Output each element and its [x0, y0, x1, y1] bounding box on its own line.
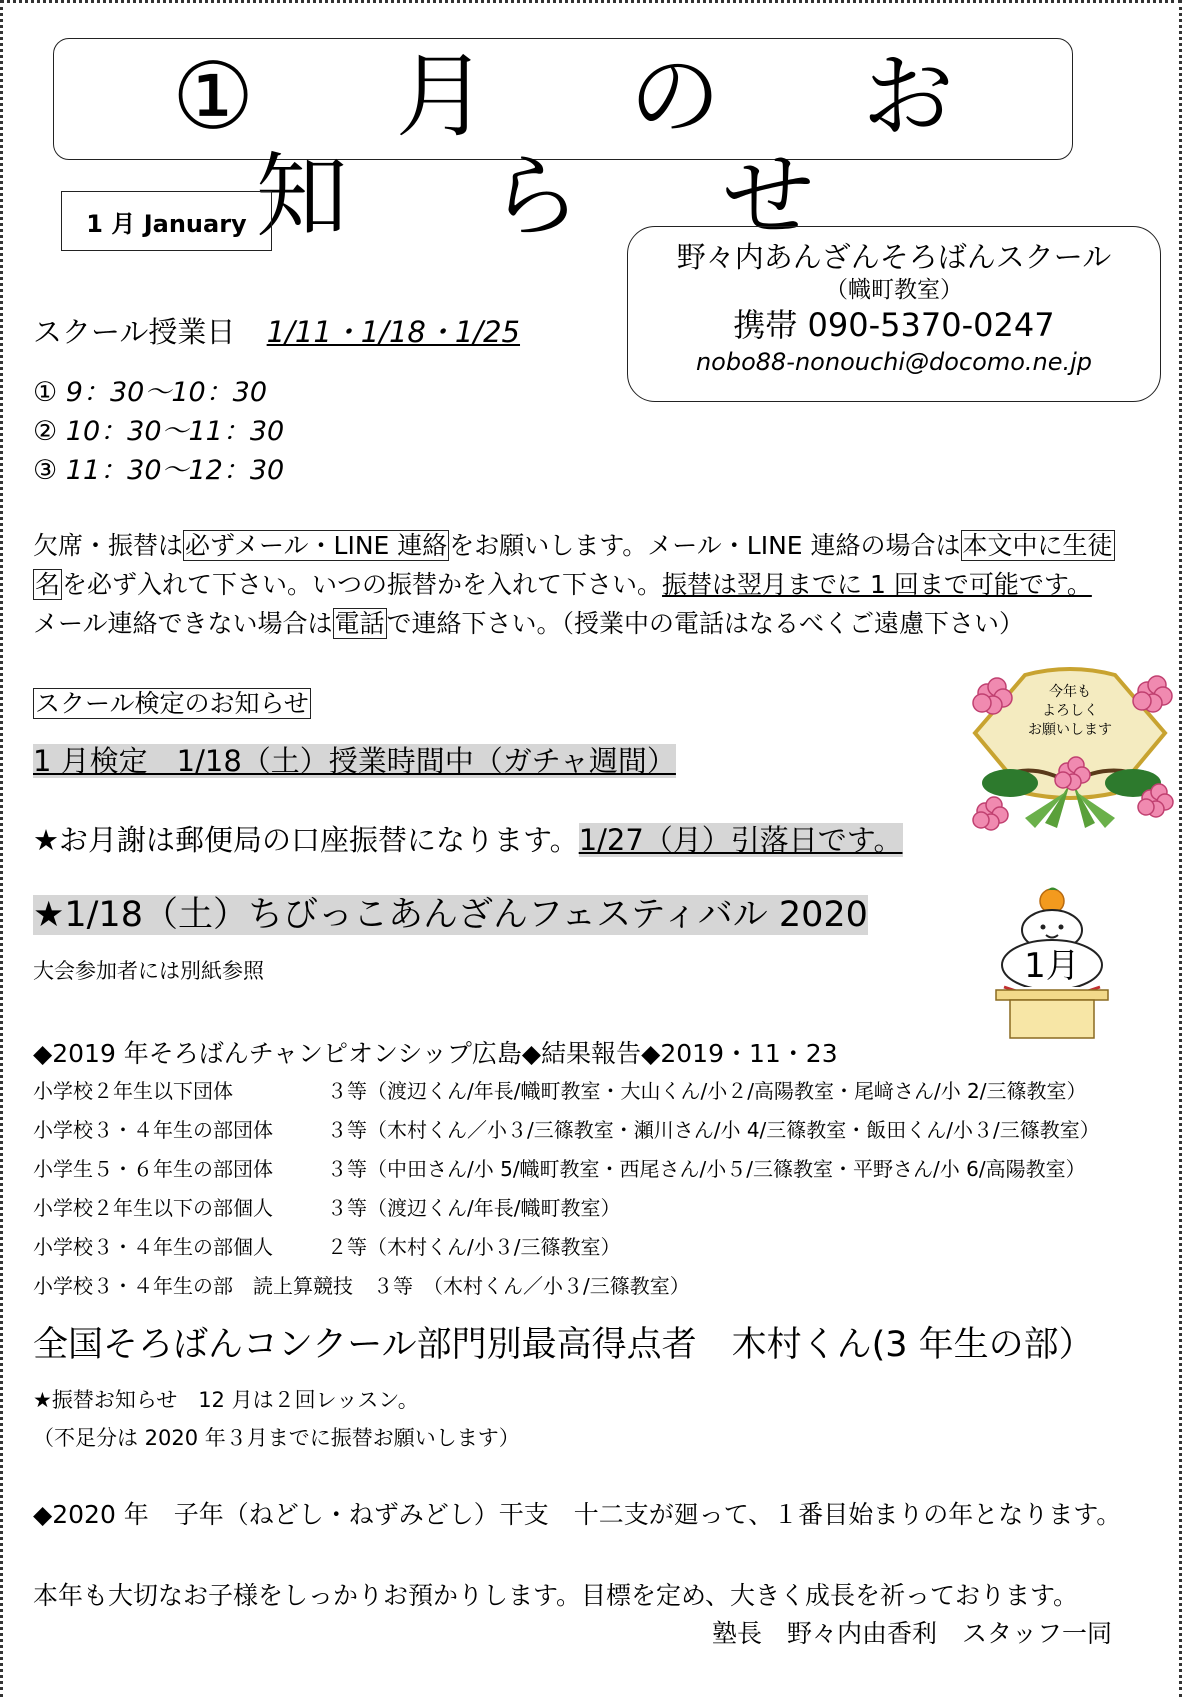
makeup-line-2: （不足分は 2020 年３月までに振替お願いします） [33, 1426, 520, 1450]
kentei-line-text: 1 月検定 1/18（土）授業時間中（ガチャ週間） [33, 744, 676, 778]
month-label: 1 月 January [61, 191, 272, 251]
email-address: nobo88-nonouchi@docomo.ne.jp [695, 348, 1093, 376]
festival-note: 大会参加者には別紙参照 [33, 959, 264, 983]
closing-line: 本年も大切なお子様をしっかりお預かりします。目標を定め、大きく成長を祈っております。 [33, 1581, 1079, 1610]
text: で連絡下さい。（授業中の電話はなるべくご遠慮下さい） [386, 609, 1025, 638]
result-value: ３等（渡辺くん/年長/幟町教室・大山くん/小２/高陽教室・尾﨑さん/小 2/三篠教室） [327, 1079, 1087, 1103]
makeup-line-1: ★振替お知らせ 12 月は２回レッスン。 [33, 1388, 419, 1412]
plum-flower-icon [1133, 676, 1172, 712]
mochi-text: 1月 [1024, 946, 1080, 986]
sanbo-stand-base [1010, 1000, 1094, 1038]
phone-number: 携帯 090-5370-0247 [733, 306, 1055, 344]
boxed-text: 電話 [334, 609, 385, 638]
result-category: 小学校２年生以下の部個人 [33, 1196, 273, 1220]
result-category: 小学校２年生以下団体 [33, 1079, 233, 1103]
underlined-text: 振替は翌月までに 1 回まで可能です。 [662, 570, 1092, 599]
class-days [33, 310, 520, 351]
result-value: ３等（木村くん／小３/三篠教室・瀬川さん/小 4/三篠教室・飯田くん/小３/三篠教室） [327, 1118, 1100, 1142]
result-row [33, 1231, 620, 1260]
fee-highlight: 1/27（月）引落日です。 [578, 823, 903, 857]
result-category: 小学校３・４年生の部個人 [33, 1235, 273, 1259]
pine-leaves-icon [982, 769, 1038, 797]
result-category: 小学校３・４年生の部団体 [33, 1118, 273, 1142]
page-title: ① 月 の お 知 ら せ [171, 43, 1011, 250]
new-year-fan-illustration [965, 663, 1180, 838]
result-row [33, 1114, 1100, 1143]
text: メール連絡できない場合は [33, 609, 333, 638]
class-days-dates: 1/11・1/18・1/25 [266, 315, 521, 349]
national-top-scorer: 全国そろばんコンクール部門別最高得点者 木村くん(3 年生の部） [33, 1325, 1094, 1365]
festival-title-text: ★1/18（土）ちびっこあんざんフェスティバル 2020 [33, 895, 868, 935]
result-row [33, 1270, 690, 1299]
class-days-label: スクール授業日 [33, 315, 236, 349]
result-value: ３等 （木村くん／小３/三篠教室） [373, 1274, 690, 1298]
signature: 塾長 野々内由香利 スタッフ一同 [711, 1619, 1112, 1648]
result-category: 小学校３・４年生の部 読上算競技 [33, 1274, 353, 1298]
school-name: 野々内あんざんそろばんスクール [676, 240, 1112, 274]
boxed-text: 名 [35, 570, 61, 599]
contact-box [627, 226, 1161, 402]
result-row [33, 1075, 1087, 1104]
sanbo-stand-top [996, 990, 1108, 1000]
fan-text: 今年も [1049, 684, 1091, 700]
time-slot: ② 10：30～11：30 [33, 416, 285, 447]
kentei-heading-text: スクール検定のお知らせ [35, 689, 309, 718]
result-row [33, 1192, 620, 1221]
fan-text: よろしく [1042, 703, 1098, 719]
kentei-heading [33, 687, 311, 721]
absence-line-2 [33, 565, 1092, 604]
fee-text: ★お月謝は郵便局の口座振替になります。 [33, 823, 579, 857]
results-heading: ◆2019 年そろばんチャンピオンシップ広島◆結果報告◆2019・11・23 [33, 1039, 838, 1068]
boxed-text: 本文中に生徒 [962, 531, 1113, 560]
absence-line-1 [33, 526, 1115, 565]
result-value: ３等（渡辺くん/年長/幟町教室） [327, 1196, 621, 1220]
kentei-line [33, 741, 676, 781]
classroom-name: （幟町教室） [825, 277, 963, 303]
time-slot: ① 9：30～10：30 [33, 377, 268, 408]
result-category: 小学生５・６年生の部団体 [33, 1157, 273, 1181]
boxed-text: 必ずメール・LINE 連絡 [185, 531, 448, 560]
fee-notice [33, 820, 903, 860]
leaf-icon [1048, 888, 1058, 891]
kagami-mochi-illustration [990, 887, 1120, 1042]
absence-line-3 [33, 604, 1024, 643]
festival-title [33, 892, 868, 938]
eto-line: ◆2020 年 子年（ねどし・ねずみどし）干支 十二支が廻って、１番目始まりの年となります。 [33, 1500, 1122, 1529]
result-row [33, 1153, 1086, 1182]
result-value: ３等（中田さん/小 5/幟町教室・西尾さん/小５/三篠教室・平野さん/小 6/高陽教室） [327, 1157, 1086, 1181]
time-slot: ③ 11：30～12：30 [33, 455, 285, 486]
text: 欠席・振替は [33, 531, 184, 560]
result-value: ２等（木村くん/小３/三篠教室） [327, 1235, 621, 1259]
text: をお願いします。メール・LINE 連絡の場合は [449, 531, 961, 560]
text: を必ず入れて下さい。いつの振替かを入れて下さい。 [62, 570, 663, 599]
fan-text: お願いします [1028, 722, 1112, 738]
plum-flower-icon [973, 797, 1008, 830]
